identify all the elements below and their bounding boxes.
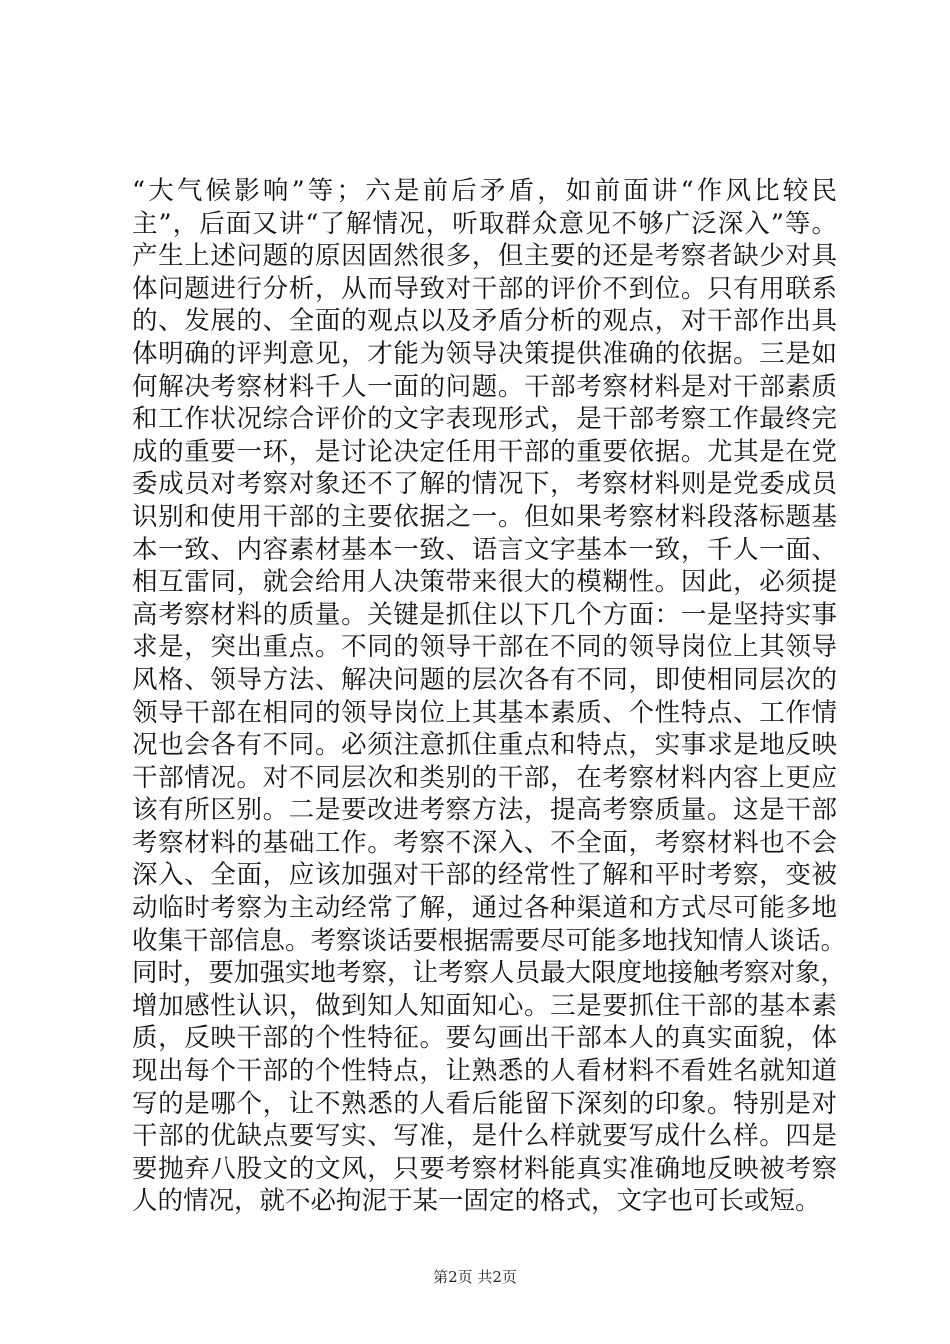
text-line: 体问题进行分析，从而导致对干部的评价不到位。只有用联系 bbox=[132, 273, 837, 304]
text-line: 收集干部信息。考察谈话要根据需要尽可能多地找知情人谈话。 bbox=[132, 925, 847, 956]
text-line: 求是，突出重点。不同的领导干部在不同的领导岗位上其领导 bbox=[132, 632, 837, 663]
text-line: 动临时考察为主动经常了解，通过各种渠道和方式尽可能多地 bbox=[132, 893, 837, 924]
text-line: 写的是哪个，让不熟悉的人看后能留下深刻的印象。特别是对 bbox=[132, 1088, 837, 1119]
text-line: 和工作状况综合评价的文字表现形式，是干部考察工作最终完 bbox=[132, 404, 837, 435]
text-line: 识别和使用干部的主要依据之一。但如果考察材料段落标题基 bbox=[132, 501, 837, 532]
text-line: 增加感性认识，做到知人知面知心。三是要抓住干部的基本素 bbox=[132, 990, 837, 1021]
text-line: 要抛弃八股文的文风，只要考察材料能真实准确地反映被考察 bbox=[132, 1153, 837, 1184]
text-line: 体明确的评判意见，才能为领导决策提供准确的依据。三是如 bbox=[132, 338, 837, 369]
text-line: 干部情况。对不同层次和类别的干部，在考察材料内容上更应 bbox=[132, 762, 837, 793]
text-line: 主”，后面又讲“了解情况，听取群众意见不够广泛深入”等。 bbox=[132, 208, 837, 239]
document-body bbox=[132, 175, 847, 1218]
text-line: 的、发展的、全面的观点以及矛盾分析的观点，对干部作出具 bbox=[132, 306, 837, 337]
text-line: 该有所区别。二是要改进考察方法，提高考察质量。这是干部 bbox=[132, 795, 837, 826]
text-line: 同时，要加强实地考察，让考察人员最大限度地接触考察对象， bbox=[132, 958, 847, 989]
text-line: 风格、领导方法、解决问题的层次各有不同，即使相同层次的 bbox=[132, 664, 837, 695]
text-line: 干部的优缺点要写实、写准，是什么样就要写成什么样。四是 bbox=[132, 1121, 837, 1152]
page-number: 第2页 共2页 bbox=[433, 1268, 517, 1286]
text-line: 深入、全面，应该加强对干部的经常性了解和平时考察，变被 bbox=[132, 860, 837, 891]
text-line: 相互雷同，就会给用人决策带来很大的模糊性。因此，必须提 bbox=[132, 567, 837, 598]
text-line: 高考察材料的质量。关键是抓住以下几个方面：一是坚持实事 bbox=[132, 599, 837, 630]
text-line: 人的情况，就不必拘泥于某一固定的格式，文字也可长或短。 bbox=[132, 1186, 821, 1217]
text-line: 质，反映干部的个性特征。要勾画出干部本人的真实面貌，体 bbox=[132, 1023, 837, 1054]
text-line: 领导干部在相同的领导岗位上其基本素质、个性特点、工作情 bbox=[132, 697, 837, 728]
text-line: 成的重要一环，是讨论决定任用干部的重要依据。尤其是在党 bbox=[132, 436, 837, 467]
text-line: 何解决考察材料千人一面的问题。干部考察材料是对干部素质 bbox=[132, 371, 837, 402]
text-line: 委成员对考察对象还不了解的情况下，考察材料则是党委成员 bbox=[132, 469, 837, 500]
text-line: 现出每个干部的个性特点，让熟悉的人看材料不看姓名就知道 bbox=[132, 1056, 837, 1087]
text-line: 本一致、内容素材基本一致、语言文字基本一致，千人一面、 bbox=[132, 534, 837, 565]
text-line: 况也会各有不同。必须注意抓住重点和特点，实事求是地反映 bbox=[132, 730, 837, 761]
text-line: “大气候影响”等；六是前后矛盾，如前面讲“作风比较民 bbox=[132, 176, 837, 206]
text-line: 考察材料的基础工作。考察不深入、不全面，考察材料也不会 bbox=[132, 827, 837, 858]
text-line: 产生上述问题的原因固然很多，但主要的还是考察者缺少对具 bbox=[132, 241, 837, 272]
